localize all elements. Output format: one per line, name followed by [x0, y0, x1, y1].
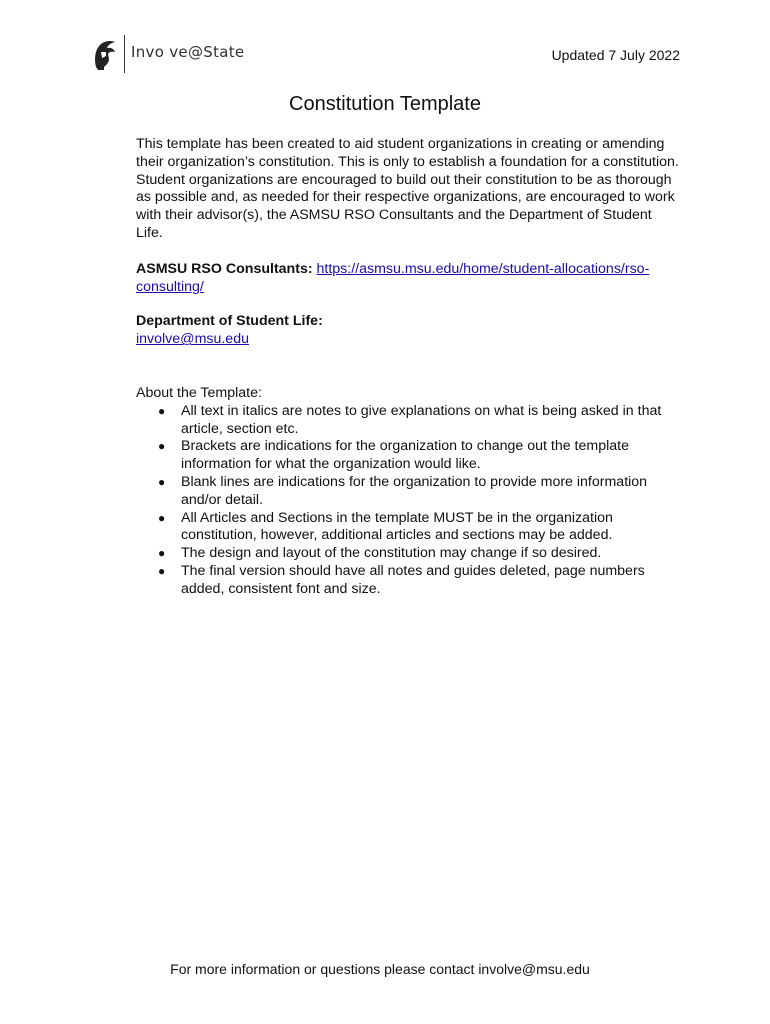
about-bullet-list — [136, 403, 681, 599]
spartan-helmet-icon — [92, 37, 118, 71]
list-item-text: All Articles and Sections in the template MUST be in the organization constitution, however, additional articles and sections may be added. — [181, 509, 613, 544]
footer-text: For more information or questions please contact involve@msu.edu — [170, 961, 590, 977]
student-life-email-link[interactable]: involve@msu.edu — [136, 331, 249, 348]
consultants-link[interactable]: https://asmsu.msu.edu/home/student-allocations/rso-consulting/ — [136, 260, 650, 295]
list-item — [136, 545, 681, 563]
footer-contact — [0, 961, 770, 977]
list-item — [136, 474, 681, 510]
consultants-section — [136, 261, 681, 297]
list-item-text: Blank lines are indications for the organization to provide more information and/or detail. — [181, 473, 648, 508]
bullet-icon: ● — [158, 403, 166, 418]
bullet-icon: ● — [158, 563, 166, 578]
student-life-section — [136, 313, 681, 349]
bullet-icon: ● — [158, 510, 166, 525]
intro-paragraph: This template has been created to aid student organizations in creating or amending their organization’s constitution. This is only to establish a foundation for a constitution. Student organizations are encouraged to build out their constitution to be as thorough as possible and, as needed for their respective organizations, are encouraged to work with their advisor(s), the ASMSU RSO Consultants and the Department of Student Life. — [136, 136, 679, 241]
list-item — [136, 438, 681, 474]
list-item — [136, 563, 681, 599]
list-item-text: The final version should have all notes and guides deleted, page numbers added, consistent font and size. — [181, 562, 645, 597]
logo-divider — [124, 35, 125, 73]
page-title: Constitution Template — [289, 93, 481, 115]
consultants-label: ASMSU RSO Consultants: — [136, 260, 313, 277]
logo-text: Invo ve@State — [131, 43, 245, 61]
list-item-text: Brackets are indications for the organization to change out the template information for what the organization would like. — [181, 438, 629, 473]
list-item — [136, 510, 681, 546]
list-item-text: The design and layout of the constitution may change if so desired. — [181, 545, 602, 562]
document-body — [136, 136, 681, 599]
list-item — [136, 403, 681, 439]
involve-state-logo — [92, 34, 244, 74]
bullet-icon: ● — [158, 439, 166, 454]
list-item-text: All text in italics are notes to give explanations on what is being asked in that article, section etc. — [181, 402, 662, 437]
student-life-label: Department of Student Life: — [136, 313, 323, 330]
about-heading: About the Template: — [136, 384, 262, 401]
bullet-icon: ● — [158, 474, 166, 489]
updated-date: Updated 7 July 2022 — [551, 47, 680, 63]
bullet-icon: ● — [158, 546, 166, 561]
